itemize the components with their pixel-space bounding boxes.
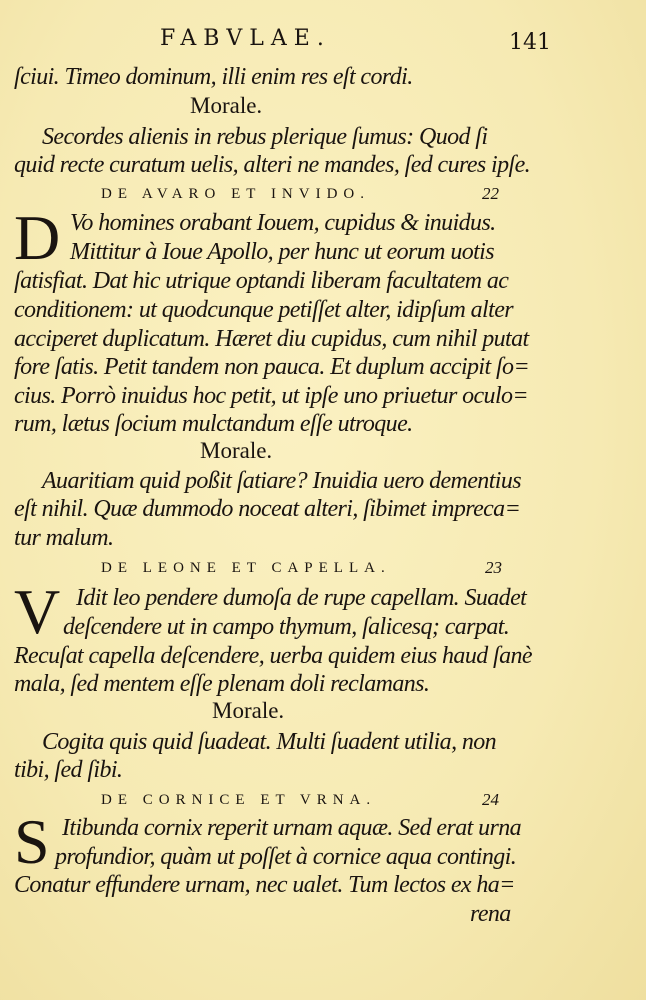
- text-line: Auaritiam quid poßit ſatiare? Inuidia uero dementius: [42, 468, 521, 494]
- text-line: deſcendere ut in campo thymum, ſalicesq; carpat.: [63, 614, 510, 640]
- text-line: cius. Porrò inuidus hoc petit, ut ipſe uno priuetur oculo=: [14, 383, 529, 409]
- running-header-title: FABVLAE.: [160, 26, 331, 51]
- fable-number: 22: [482, 184, 499, 203]
- page-number: 141: [509, 30, 551, 55]
- text-line: tur malum.: [14, 525, 114, 551]
- text-line: Idit leo pendere dumoſa de rupe capellam. Suadet: [76, 585, 527, 611]
- fable-title: DE AVARO ET INVIDO.: [101, 186, 371, 202]
- fable-number: 23: [485, 558, 502, 577]
- fable-title: DE LEONE ET CAPELLA.: [101, 560, 391, 576]
- drop-cap-initial: V: [14, 576, 61, 647]
- text-line: conditionem: ut quodcunque petiſſet alter, idipſum alter: [14, 297, 513, 323]
- text-line: Secordes alienis in rebus plerique ſumus: Quod ſi: [42, 124, 488, 150]
- text-line: eſt nihil. Quæ dummodo noceat alteri, ſibimet impreca=: [14, 496, 521, 522]
- text-line: Cogita quis quid ſuadeat. Multi ſuadent utilia, non: [42, 729, 497, 755]
- drop-cap-initial: D: [14, 202, 61, 273]
- fable-title: DE CORNICE ET VRNA.: [101, 792, 377, 808]
- fable-number: 24: [482, 790, 499, 809]
- moral-heading: Morale.: [190, 93, 263, 118]
- moral-heading: Morale.: [200, 438, 273, 463]
- text-line: Recuſat capella deſcendere, uerba quidem eius haud ſanè: [14, 643, 532, 669]
- text-line: mala, ſed mentem eſſe plenam doli reclamans.: [14, 671, 430, 697]
- text-line: Vo homines orabant Iouem, cupidus & inuidus.: [70, 210, 496, 236]
- text-line: quid recte curatum uelis, alteri ne mandes, ſed cures ipſe.: [14, 152, 531, 178]
- text-line: tibi, ſed ſibi.: [14, 757, 123, 783]
- moral-heading: Morale.: [212, 698, 285, 723]
- drop-cap-initial: S: [14, 806, 50, 877]
- text-line: acciperet duplicatum. Hæret diu cupidus, cum nihil putat: [14, 326, 529, 352]
- catchword: rena: [470, 901, 511, 927]
- text-line: Mittitur à Ioue Apollo, per hunc ut eorum uotis: [70, 239, 494, 265]
- text-line: Conatur effundere urnam, nec ualet. Tum lectos ex ha=: [14, 872, 515, 898]
- text-line: fore ſatis. Petit tandem non pauca. Et duplum accipit ſo=: [14, 354, 530, 380]
- text-line: Itibunda cornix reperit urnam aquæ. Sed erat urna: [62, 815, 522, 841]
- text-line: ſatisfiat. Dat hic utrique optandi liberam facultatem ac: [14, 268, 509, 294]
- text-line: rum, lætus ſocium mulctandum eſſe utroque.: [14, 411, 413, 437]
- text-line: profundior, quàm ut poſſet à cornice aqua contingi.: [55, 844, 517, 870]
- text-line: ſciui. Timeo dominum, illi enim res eſt cordi.: [14, 64, 413, 90]
